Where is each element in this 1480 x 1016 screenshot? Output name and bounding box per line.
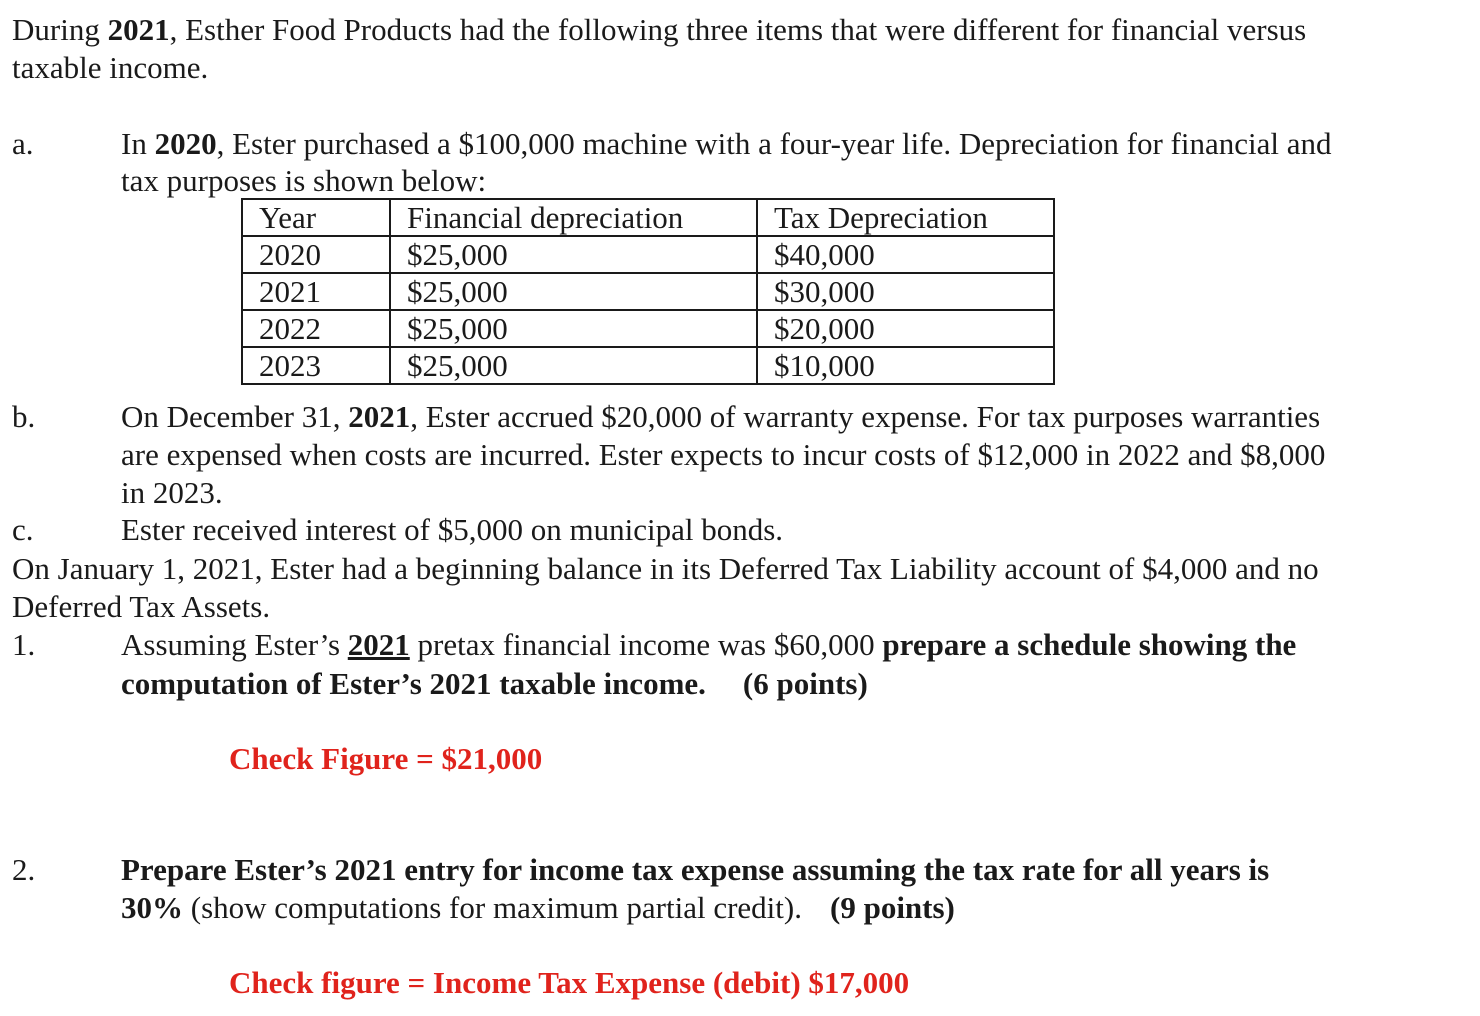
- table-row: [242, 347, 1054, 384]
- intro-line-1: [12, 11, 1306, 49]
- cell-year: 2020: [242, 236, 390, 273]
- header-year: Year: [242, 199, 390, 236]
- item-b-marker: b.: [12, 399, 36, 434]
- cell-financial: $25,000: [390, 273, 757, 310]
- cell-financial: $25,000: [390, 310, 757, 347]
- q1-text-mid: pretax financial income was $60,000: [409, 627, 883, 662]
- intro-year: 2021: [107, 12, 170, 47]
- intro-line-2: taxable income.: [12, 50, 209, 85]
- item-b-line-1: [121, 398, 1320, 436]
- q2-line-2: [121, 889, 955, 927]
- item-b-line-2: are expensed when costs are incurred. Ester expects to incur costs of $12,000 in 2022 and $8,000: [121, 437, 1326, 472]
- q1-year: 2021: [347, 627, 410, 662]
- depreciation-table: [241, 198, 1055, 385]
- cell-year: 2023: [242, 347, 390, 384]
- intro-text: During: [12, 12, 108, 47]
- q2-text: (show computations for maximum partial credit).: [183, 890, 802, 925]
- item-b-text-cont: , Ester accrued $20,000 of warranty expense. For tax purposes warranties: [410, 399, 1321, 434]
- cell-tax: $10,000: [757, 347, 1054, 384]
- item-a-line-1: [121, 125, 1332, 163]
- q1-instruction: prepare a schedule showing the: [882, 627, 1297, 662]
- item-b-text: On December 31,: [121, 399, 349, 434]
- q2-check-figure: Check figure = Income Tax Expense (debit) $17,000: [229, 965, 910, 1000]
- beginning-line-1: On January 1, 2021, Ester had a beginning balance in its Deferred Tax Liability account of $4,000 and no: [12, 551, 1319, 586]
- cell-financial: $25,000: [390, 236, 757, 273]
- header-tax-depreciation: Tax Depreciation: [757, 199, 1054, 236]
- item-b-line-3: in 2023.: [121, 475, 223, 510]
- q2-instruction: Prepare Ester’s 2021 entry for income tax expense assuming the tax rate for all years is: [121, 852, 1270, 887]
- item-a-marker: a.: [12, 126, 34, 161]
- q1-points: (6 points): [742, 666, 868, 701]
- cell-year: 2022: [242, 310, 390, 347]
- cell-year: 2021: [242, 273, 390, 310]
- q2-points: (9 points): [830, 890, 955, 925]
- intro-text-cont: , Esther Food Products had the following three items that were different for financial versus: [169, 12, 1307, 47]
- q1-instruction-cont: computation of Ester’s 2021 taxable income.: [121, 666, 706, 701]
- beginning-line-2: Deferred Tax Assets.: [12, 589, 271, 624]
- q1-line-1: [121, 626, 1296, 664]
- item-c-line-1: Ester received interest of $5,000 on municipal bonds.: [121, 512, 784, 547]
- q2-line-1: [121, 851, 1269, 889]
- header-financial-depreciation: Financial depreciation: [390, 199, 757, 236]
- q1-text: Assuming Ester’s: [121, 627, 348, 662]
- q2-marker: 2.: [12, 852, 36, 887]
- q1-line-2: [121, 665, 868, 703]
- item-a-text-cont: , Ester purchased a $100,000 machine with a four-year life. Depreciation for financial and: [216, 126, 1332, 161]
- cell-tax: $40,000: [757, 236, 1054, 273]
- q2-rate: 30%: [121, 890, 183, 925]
- cell-financial: $25,000: [390, 347, 757, 384]
- q1-marker: 1.: [12, 627, 36, 662]
- cell-tax: $30,000: [757, 273, 1054, 310]
- table-row: [242, 273, 1054, 310]
- q1-check-figure: Check Figure = $21,000: [229, 741, 543, 776]
- item-a-year: 2020: [154, 126, 217, 161]
- cell-tax: $20,000: [757, 310, 1054, 347]
- table-header-row: [242, 199, 1054, 236]
- item-c-marker: c.: [12, 512, 34, 547]
- item-a-line-2: tax purposes is shown below:: [121, 163, 487, 198]
- item-a-text: In: [121, 126, 155, 161]
- table-row: [242, 236, 1054, 273]
- item-b-year: 2021: [348, 399, 411, 434]
- table-row: [242, 310, 1054, 347]
